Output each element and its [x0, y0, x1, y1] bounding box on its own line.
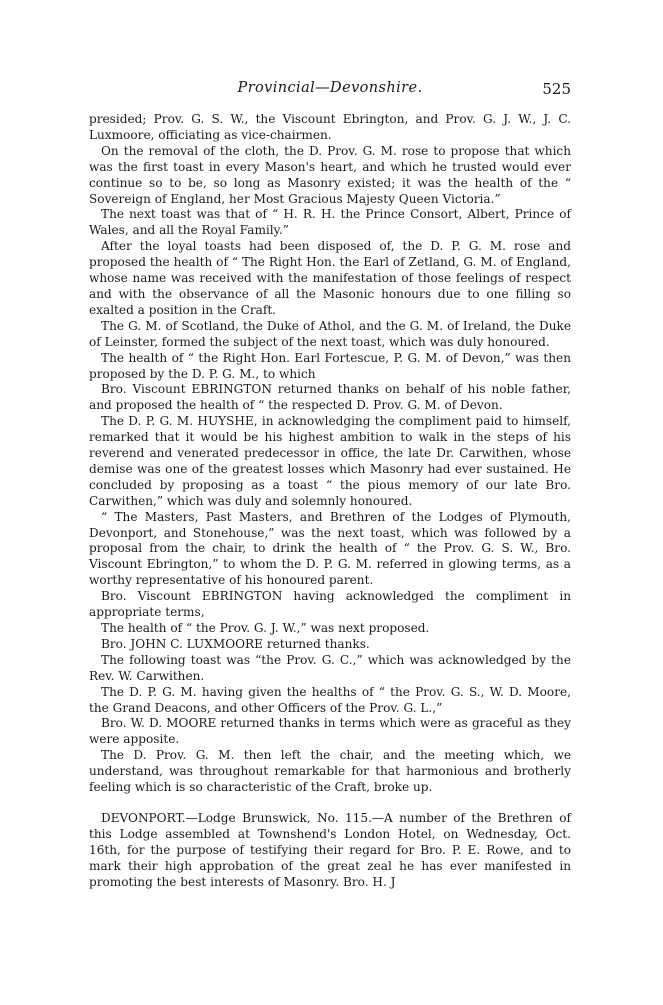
paragraph: The next toast was that of “ H. R. H. the Prince Consort, Albert, Prince of Wales, and all the Royal Family.”	[89, 207, 571, 238]
paragraph: The D. Prov. G. M. then left the chair, and the meeting which, we understand, was throughout remarkable for that harmonious and brotherly feeling which is so characteristic of the Craft, broke up.	[89, 748, 571, 795]
paragraph: On the removal of the cloth, the D. Prov. G. M. rose to propose that which was the first toast in every Mason's heart, and which he trusted would ever continue so to be, so long as Masonry existed; it was the health of the “ Sovereign of England, her Most Gracious Majesty Queen Victoria.”	[89, 143, 571, 206]
paragraph: “ The Masters, Past Masters, and Brethren of the Lodges of Plymouth, Devonport, and Stonehouse,” was the next toast, which was followed by a proposal from the chair, to drink the health of “ the Prov. G. S. W., Bro. Viscount Ebrington,” to whom the D. P. G. M. referred in glowing terms, as a worthy representative of his honoured parent.	[89, 509, 571, 588]
page	[89, 80, 571, 891]
paragraph: After the loyal toasts had been disposed of, the D. P. G. M. rose and proposed the health of “ The Right Hon. the Earl of Zetland, G. M. of England, whose name was received with the manifestation of those feelings of respect and with the observance of all the Masonic honours due to one filling so exalted a position in the Craft.	[89, 239, 571, 317]
paragraph: The G. M. of Scotland, the Duke of Athol, and the G. M. of Ireland, the Duke of Leinster, formed the subject of the next toast, which was duly honoured.	[89, 318, 571, 349]
paragraph: The D. P. G. M. HUYSHE, in acknowledging the compliment paid to himself, remarked that it would be his highest ambition to walk in the steps of his reverend and venerated predecessor in office, the late Dr. Carwithen, whose demise was one of the greatest losses which Masonry had ever sustained. He concluded by proposing as a toast “ the pious memory of our late Bro. Carwithen,” which was duly and solemnly honoured.	[89, 414, 571, 508]
paragraph: The D. P. G. M. having given the healths of “ the Prov. G. S., W. D. Moore, the Grand Deacons, and other Officers of the Prov. G. L.,”	[89, 684, 571, 715]
paragraph: Bro. Viscount EBRINGTON having acknowledged the compliment in appropriate terms,	[89, 589, 571, 620]
running-title: Provincial—Devonshire.	[237, 80, 423, 96]
paragraph: The following toast was “the Prov. G. C.,” which was acknowledged by the Rev. W. Carwithen.	[89, 652, 571, 683]
paragraph: The health of “ the Right Hon. Earl Fortescue, P. G. M. of Devon,” was then proposed by the D. P. G. M., to which	[89, 350, 571, 381]
paragraph: Bro. Viscount EBRINGTON returned thanks on behalf of his noble father, and proposed the health of “ the respected D. Prov. G. M. of Devon.	[89, 382, 571, 413]
paragraph: Bro. JOHN C. LUXMOORE returned thanks.	[101, 636, 370, 651]
page-header	[89, 80, 571, 102]
paragraph: The health of “ the Prov. G. J. W.,” was next proposed.	[101, 621, 430, 635]
article-body	[89, 112, 571, 891]
section-paragraph-devonport: DEVONPORT.—Lodge Brunswick, No. 115.—A number of the Brethren of this Lodge assembled at Townshend's London Hotel, on Wednesday, Oct. 16th, for the purpose of testifying their regard for Bro. P. E. Rowe, and to mark their high approbation of the great zeal he has ever manifested in promoting the best interests of Masonry. Bro. H. J	[89, 810, 571, 889]
page-number: 525	[542, 80, 571, 98]
paragraph: Bro. W. D. MOORE returned thanks in terms which were as graceful as they were apposite.	[89, 716, 571, 747]
paragraph: presided; Prov. G. S. W., the Viscount Ebrington, and Prov. G. J. W., J. C. Luxmoore, officiating as vice-chairmen.	[89, 112, 571, 142]
